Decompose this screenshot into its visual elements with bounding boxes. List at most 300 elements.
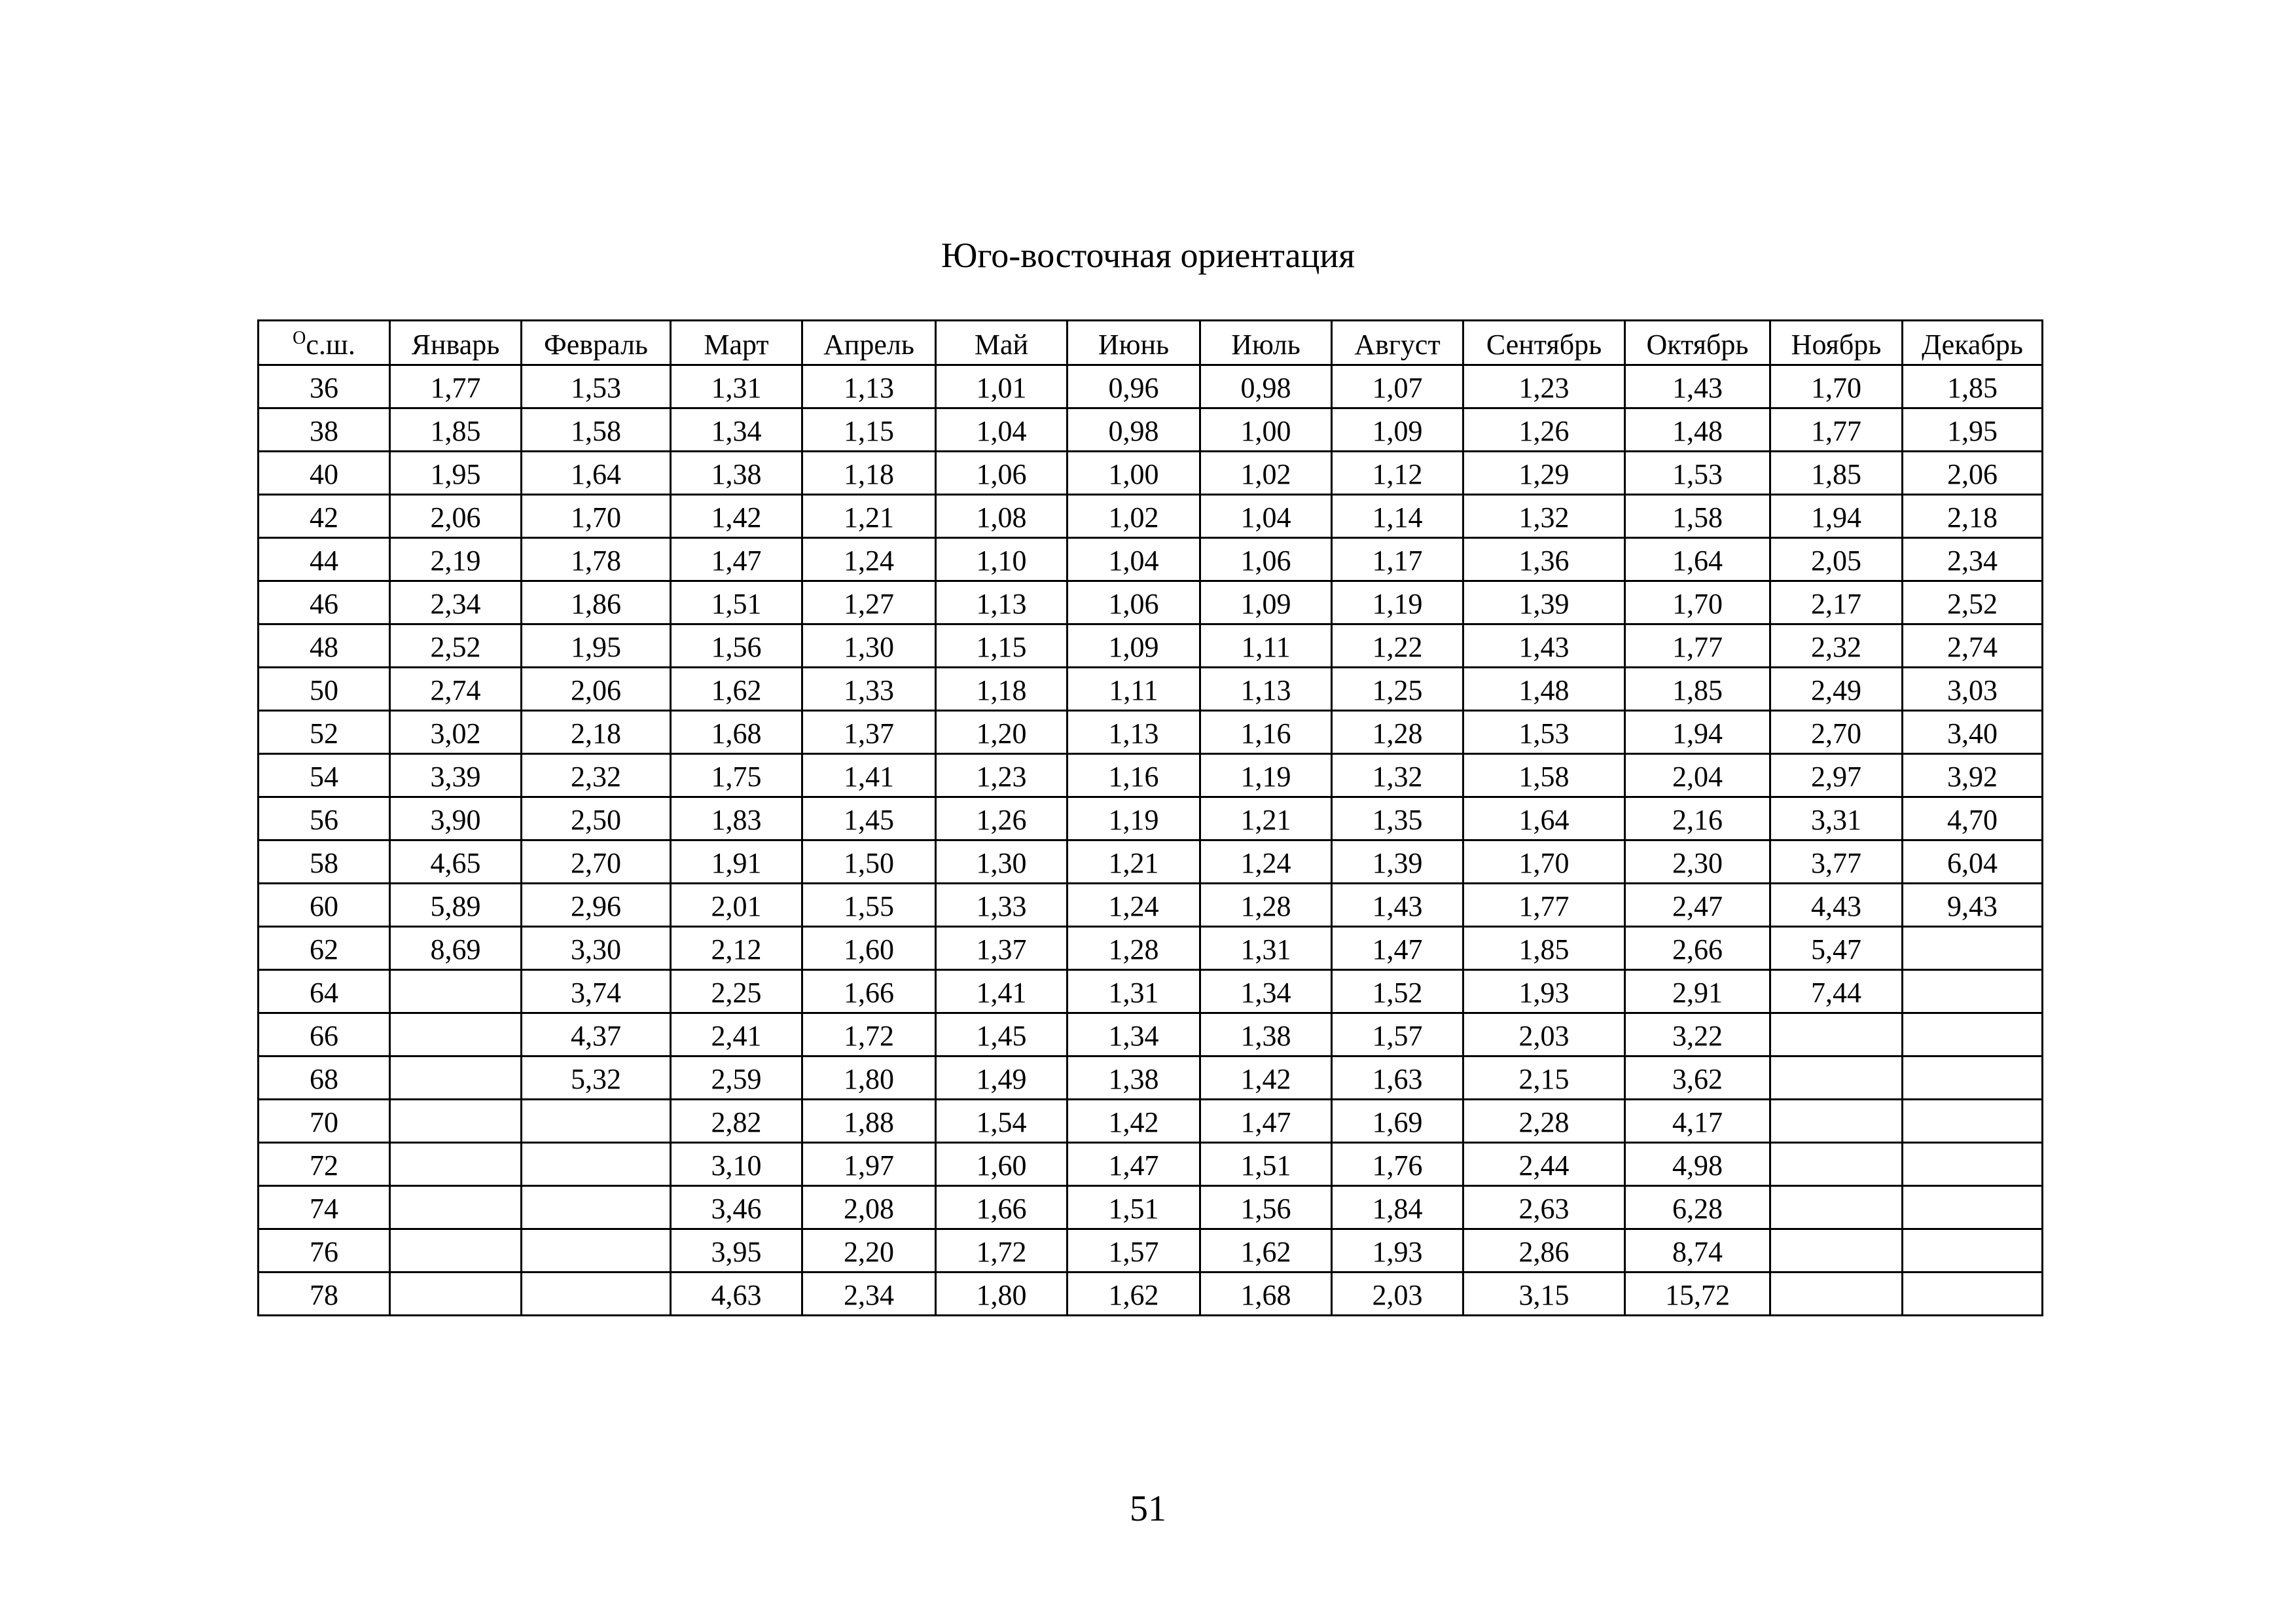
value-cell: 2,15 bbox=[1463, 1056, 1625, 1100]
value-cell: 1,12 bbox=[1332, 452, 1463, 495]
value-cell bbox=[390, 1229, 522, 1272]
value-cell: 3,02 bbox=[390, 711, 522, 754]
latitude-cell: 70 bbox=[259, 1100, 390, 1143]
value-cell: 4,17 bbox=[1625, 1100, 1770, 1143]
value-cell: 1,41 bbox=[802, 754, 936, 797]
header-row bbox=[259, 321, 2043, 365]
value-cell: 2,50 bbox=[522, 797, 671, 840]
value-cell: 1,45 bbox=[802, 797, 936, 840]
value-cell: 2,66 bbox=[1625, 927, 1770, 970]
value-cell: 3,92 bbox=[1903, 754, 2043, 797]
value-cell bbox=[1903, 1013, 2043, 1056]
value-cell: 5,32 bbox=[522, 1056, 671, 1100]
value-cell: 1,50 bbox=[802, 840, 936, 884]
value-cell: 1,91 bbox=[671, 840, 802, 884]
value-cell: 1,07 bbox=[1332, 365, 1463, 408]
value-cell: 1,66 bbox=[802, 970, 936, 1013]
header-cell-month: Февраль bbox=[522, 321, 671, 365]
value-cell: 1,69 bbox=[1332, 1100, 1463, 1143]
value-cell: 2,74 bbox=[390, 668, 522, 711]
value-cell: 1,38 bbox=[671, 452, 802, 495]
value-cell: 2,49 bbox=[1770, 668, 1903, 711]
value-cell: 1,33 bbox=[802, 668, 936, 711]
value-cell: 1,38 bbox=[1067, 1056, 1200, 1100]
value-cell: 2,70 bbox=[1770, 711, 1903, 754]
header-cell-month: Декабрь bbox=[1903, 321, 2043, 365]
table-row bbox=[259, 452, 2043, 495]
value-cell: 2,82 bbox=[671, 1100, 802, 1143]
value-cell: 3,95 bbox=[671, 1229, 802, 1272]
value-cell: 1,48 bbox=[1625, 408, 1770, 452]
value-cell: 1,26 bbox=[936, 797, 1067, 840]
value-cell: 2,18 bbox=[1903, 495, 2043, 538]
value-cell: 2,06 bbox=[522, 668, 671, 711]
table-row bbox=[259, 1056, 2043, 1100]
value-cell: 2,16 bbox=[1625, 797, 1770, 840]
value-cell: 2,34 bbox=[1903, 538, 2043, 581]
latitude-cell: 52 bbox=[259, 711, 390, 754]
value-cell: 0,96 bbox=[1067, 365, 1200, 408]
value-cell: 1,85 bbox=[1625, 668, 1770, 711]
value-cell: 1,43 bbox=[1332, 884, 1463, 927]
value-cell: 1,70 bbox=[1770, 365, 1903, 408]
latitude-cell: 74 bbox=[259, 1186, 390, 1229]
value-cell: 1,37 bbox=[802, 711, 936, 754]
value-cell: 1,27 bbox=[802, 581, 936, 624]
value-cell: 2,74 bbox=[1903, 624, 2043, 668]
value-cell bbox=[390, 1100, 522, 1143]
value-cell bbox=[1770, 1100, 1903, 1143]
value-cell: 1,18 bbox=[936, 668, 1067, 711]
value-cell bbox=[390, 1272, 522, 1316]
latitude-cell: 76 bbox=[259, 1229, 390, 1272]
data-table bbox=[257, 319, 2043, 1316]
value-cell: 1,06 bbox=[936, 452, 1067, 495]
value-cell: 1,51 bbox=[1200, 1143, 1332, 1186]
value-cell: 1,15 bbox=[802, 408, 936, 452]
value-cell: 1,53 bbox=[522, 365, 671, 408]
value-cell: 1,72 bbox=[802, 1013, 936, 1056]
value-cell: 1,47 bbox=[1332, 927, 1463, 970]
value-cell: 0,98 bbox=[1200, 365, 1332, 408]
value-cell: 2,18 bbox=[522, 711, 671, 754]
value-cell: 3,62 bbox=[1625, 1056, 1770, 1100]
value-cell: 1,64 bbox=[1463, 797, 1625, 840]
table-body bbox=[259, 365, 2043, 1316]
value-cell: 1,28 bbox=[1332, 711, 1463, 754]
table-row bbox=[259, 1143, 2043, 1186]
value-cell: 2,04 bbox=[1625, 754, 1770, 797]
value-cell: 1,11 bbox=[1200, 624, 1332, 668]
value-cell: 2,28 bbox=[1463, 1100, 1625, 1143]
table-row bbox=[259, 365, 2043, 408]
value-cell: 1,57 bbox=[1067, 1229, 1200, 1272]
value-cell: 1,93 bbox=[1332, 1229, 1463, 1272]
value-cell: 2,86 bbox=[1463, 1229, 1625, 1272]
value-cell bbox=[1903, 1186, 2043, 1229]
value-cell: 3,22 bbox=[1625, 1013, 1770, 1056]
value-cell: 1,70 bbox=[1625, 581, 1770, 624]
value-cell: 2,34 bbox=[390, 581, 522, 624]
value-cell: 1,63 bbox=[1332, 1056, 1463, 1100]
value-cell: 6,04 bbox=[1903, 840, 2043, 884]
value-cell: 1,24 bbox=[1200, 840, 1332, 884]
value-cell: 1,35 bbox=[1332, 797, 1463, 840]
value-cell: 1,56 bbox=[1200, 1186, 1332, 1229]
value-cell: 1,80 bbox=[936, 1272, 1067, 1316]
value-cell: 1,64 bbox=[522, 452, 671, 495]
value-cell: 5,89 bbox=[390, 884, 522, 927]
table-row bbox=[259, 668, 2043, 711]
value-cell: 2,08 bbox=[802, 1186, 936, 1229]
table-row bbox=[259, 840, 2043, 884]
table-row bbox=[259, 495, 2043, 538]
value-cell: 8,74 bbox=[1625, 1229, 1770, 1272]
table-row bbox=[259, 1013, 2043, 1056]
value-cell: 5,47 bbox=[1770, 927, 1903, 970]
value-cell: 1,13 bbox=[802, 365, 936, 408]
value-cell bbox=[390, 1013, 522, 1056]
value-cell: 2,06 bbox=[390, 495, 522, 538]
value-cell: 3,15 bbox=[1463, 1272, 1625, 1316]
value-cell bbox=[1903, 1229, 2043, 1272]
value-cell: 1,28 bbox=[1200, 884, 1332, 927]
value-cell: 1,38 bbox=[1200, 1013, 1332, 1056]
value-cell: 4,70 bbox=[1903, 797, 2043, 840]
value-cell: 1,62 bbox=[1067, 1272, 1200, 1316]
value-cell: 1,31 bbox=[1200, 927, 1332, 970]
value-cell: 1,48 bbox=[1463, 668, 1625, 711]
latitude-cell: 54 bbox=[259, 754, 390, 797]
value-cell bbox=[522, 1100, 671, 1143]
value-cell: 1,08 bbox=[936, 495, 1067, 538]
value-cell: 1,93 bbox=[1463, 970, 1625, 1013]
value-cell: 1,19 bbox=[1067, 797, 1200, 840]
value-cell: 1,16 bbox=[1200, 711, 1332, 754]
header-cell-month: Март bbox=[671, 321, 802, 365]
value-cell: 1,18 bbox=[802, 452, 936, 495]
table-row bbox=[259, 1100, 2043, 1143]
value-cell: 1,47 bbox=[1200, 1100, 1332, 1143]
value-cell: 2,70 bbox=[522, 840, 671, 884]
value-cell: 8,69 bbox=[390, 927, 522, 970]
value-cell: 1,31 bbox=[1067, 970, 1200, 1013]
value-cell: 2,47 bbox=[1625, 884, 1770, 927]
value-cell: 1,23 bbox=[936, 754, 1067, 797]
table-row bbox=[259, 711, 2043, 754]
value-cell: 1,02 bbox=[1200, 452, 1332, 495]
value-cell: 1,37 bbox=[936, 927, 1067, 970]
value-cell: 0,98 bbox=[1067, 408, 1200, 452]
value-cell: 1,72 bbox=[936, 1229, 1067, 1272]
table-row bbox=[259, 538, 2043, 581]
value-cell: 1,62 bbox=[671, 668, 802, 711]
value-cell: 2,30 bbox=[1625, 840, 1770, 884]
value-cell: 1,39 bbox=[1463, 581, 1625, 624]
value-cell bbox=[522, 1272, 671, 1316]
table-row bbox=[259, 624, 2043, 668]
latitude-cell: 46 bbox=[259, 581, 390, 624]
value-cell bbox=[1903, 970, 2043, 1013]
value-cell: 3,30 bbox=[522, 927, 671, 970]
value-cell: 1,70 bbox=[1463, 840, 1625, 884]
value-cell: 1,13 bbox=[1067, 711, 1200, 754]
value-cell: 6,28 bbox=[1625, 1186, 1770, 1229]
value-cell: 2,41 bbox=[671, 1013, 802, 1056]
value-cell: 2,96 bbox=[522, 884, 671, 927]
header-cell-month: Июль bbox=[1200, 321, 1332, 365]
value-cell: 1,20 bbox=[936, 711, 1067, 754]
header-cell-month: Август bbox=[1332, 321, 1463, 365]
value-cell: 1,39 bbox=[1332, 840, 1463, 884]
latitude-cell: 48 bbox=[259, 624, 390, 668]
value-cell: 1,00 bbox=[1067, 452, 1200, 495]
table-row bbox=[259, 1186, 2043, 1229]
value-cell bbox=[1903, 1056, 2043, 1100]
value-cell: 1,06 bbox=[1067, 581, 1200, 624]
page-title: Юго-восточная ориентация bbox=[941, 236, 1355, 275]
latitude-cell: 60 bbox=[259, 884, 390, 927]
value-cell: 4,65 bbox=[390, 840, 522, 884]
value-cell: 1,25 bbox=[1332, 668, 1463, 711]
value-cell: 1,70 bbox=[522, 495, 671, 538]
value-cell: 1,47 bbox=[671, 538, 802, 581]
header-cell-month: Май bbox=[936, 321, 1067, 365]
value-cell bbox=[522, 1229, 671, 1272]
table-row bbox=[259, 927, 2043, 970]
value-cell: 1,88 bbox=[802, 1100, 936, 1143]
value-cell: 3,77 bbox=[1770, 840, 1903, 884]
header-cell-month: Октябрь bbox=[1625, 321, 1770, 365]
value-cell: 2,20 bbox=[802, 1229, 936, 1272]
latitude-cell: 72 bbox=[259, 1143, 390, 1186]
value-cell: 1,85 bbox=[1463, 927, 1625, 970]
value-cell: 1,95 bbox=[1903, 408, 2043, 452]
value-cell: 3,46 bbox=[671, 1186, 802, 1229]
value-cell: 1,49 bbox=[936, 1056, 1067, 1100]
value-cell: 2,19 bbox=[390, 538, 522, 581]
value-cell: 1,78 bbox=[522, 538, 671, 581]
value-cell: 1,85 bbox=[390, 408, 522, 452]
value-cell: 1,51 bbox=[1067, 1186, 1200, 1229]
value-cell: 1,77 bbox=[1625, 624, 1770, 668]
value-cell: 1,84 bbox=[1332, 1186, 1463, 1229]
value-cell: 1,68 bbox=[1200, 1272, 1332, 1316]
latitude-cell: 68 bbox=[259, 1056, 390, 1100]
value-cell: 4,43 bbox=[1770, 884, 1903, 927]
value-cell bbox=[1770, 1272, 1903, 1316]
value-cell: 7,44 bbox=[1770, 970, 1903, 1013]
value-cell: 2,63 bbox=[1463, 1186, 1625, 1229]
value-cell: 1,24 bbox=[802, 538, 936, 581]
value-cell: 3,74 bbox=[522, 970, 671, 1013]
value-cell: 1,76 bbox=[1332, 1143, 1463, 1186]
latitude-cell: 56 bbox=[259, 797, 390, 840]
value-cell: 1,31 bbox=[671, 365, 802, 408]
value-cell: 3,40 bbox=[1903, 711, 2043, 754]
value-cell: 2,59 bbox=[671, 1056, 802, 1100]
value-cell: 1,19 bbox=[1200, 754, 1332, 797]
value-cell: 1,42 bbox=[1200, 1056, 1332, 1100]
value-cell: 1,86 bbox=[522, 581, 671, 624]
value-cell: 1,01 bbox=[936, 365, 1067, 408]
value-cell: 1,09 bbox=[1067, 624, 1200, 668]
value-cell: 1,80 bbox=[802, 1056, 936, 1100]
value-cell: 1,02 bbox=[1067, 495, 1200, 538]
latitude-cell: 42 bbox=[259, 495, 390, 538]
value-cell: 1,13 bbox=[936, 581, 1067, 624]
header-cell-month: Апрель bbox=[802, 321, 936, 365]
value-cell: 3,90 bbox=[390, 797, 522, 840]
value-cell bbox=[1903, 1272, 2043, 1316]
value-cell: 2,32 bbox=[522, 754, 671, 797]
value-cell: 1,83 bbox=[671, 797, 802, 840]
value-cell: 3,10 bbox=[671, 1143, 802, 1186]
value-cell: 2,17 bbox=[1770, 581, 1903, 624]
value-cell bbox=[1903, 1143, 2043, 1186]
value-cell: 1,60 bbox=[802, 927, 936, 970]
value-cell: 1,11 bbox=[1067, 668, 1200, 711]
value-cell: 1,32 bbox=[1463, 495, 1625, 538]
value-cell: 1,21 bbox=[1067, 840, 1200, 884]
value-cell: 1,68 bbox=[671, 711, 802, 754]
value-cell: 2,05 bbox=[1770, 538, 1903, 581]
value-cell bbox=[390, 1143, 522, 1186]
value-cell: 1,85 bbox=[1770, 452, 1903, 495]
value-cell: 1,04 bbox=[1200, 495, 1332, 538]
value-cell: 1,34 bbox=[1067, 1013, 1200, 1056]
value-cell: 2,06 bbox=[1903, 452, 2043, 495]
value-cell: 2,44 bbox=[1463, 1143, 1625, 1186]
value-cell: 1,17 bbox=[1332, 538, 1463, 581]
value-cell: 1,21 bbox=[802, 495, 936, 538]
value-cell: 1,94 bbox=[1770, 495, 1903, 538]
value-cell: 3,31 bbox=[1770, 797, 1903, 840]
latitude-cell: 66 bbox=[259, 1013, 390, 1056]
value-cell: 1,04 bbox=[1067, 538, 1200, 581]
value-cell: 1,47 bbox=[1067, 1143, 1200, 1186]
latitude-unit: с.ш. bbox=[306, 328, 355, 361]
table-row bbox=[259, 581, 2043, 624]
value-cell bbox=[1770, 1013, 1903, 1056]
value-cell: 2,01 bbox=[671, 884, 802, 927]
value-cell: 1,77 bbox=[1463, 884, 1625, 927]
value-cell: 1,29 bbox=[1463, 452, 1625, 495]
value-cell: 1,21 bbox=[1200, 797, 1332, 840]
value-cell bbox=[1770, 1056, 1903, 1100]
value-cell: 1,58 bbox=[1625, 495, 1770, 538]
value-cell: 1,00 bbox=[1200, 408, 1332, 452]
value-cell: 1,85 bbox=[1903, 365, 2043, 408]
value-cell bbox=[390, 970, 522, 1013]
header-cell-month: Сентябрь bbox=[1463, 321, 1625, 365]
value-cell bbox=[390, 1056, 522, 1100]
value-cell: 2,25 bbox=[671, 970, 802, 1013]
latitude-cell: 50 bbox=[259, 668, 390, 711]
value-cell: 1,42 bbox=[671, 495, 802, 538]
latitude-cell: 62 bbox=[259, 927, 390, 970]
value-cell: 1,23 bbox=[1463, 365, 1625, 408]
value-cell: 1,15 bbox=[936, 624, 1067, 668]
value-cell: 3,39 bbox=[390, 754, 522, 797]
value-cell: 1,58 bbox=[1463, 754, 1625, 797]
value-cell: 1,30 bbox=[802, 624, 936, 668]
latitude-cell: 36 bbox=[259, 365, 390, 408]
table-row bbox=[259, 797, 2043, 840]
value-cell: 1,58 bbox=[522, 408, 671, 452]
value-cell: 1,51 bbox=[671, 581, 802, 624]
value-cell: 1,04 bbox=[936, 408, 1067, 452]
value-cell: 2,97 bbox=[1770, 754, 1903, 797]
value-cell: 1,94 bbox=[1625, 711, 1770, 754]
value-cell: 3,03 bbox=[1903, 668, 2043, 711]
value-cell: 1,43 bbox=[1463, 624, 1625, 668]
value-cell: 1,22 bbox=[1332, 624, 1463, 668]
value-cell bbox=[390, 1186, 522, 1229]
value-cell: 1,36 bbox=[1463, 538, 1625, 581]
table-row bbox=[259, 408, 2043, 452]
value-cell bbox=[1903, 927, 2043, 970]
value-cell: 1,24 bbox=[1067, 884, 1200, 927]
page-number: 51 bbox=[1130, 1489, 1166, 1529]
value-cell: 1,06 bbox=[1200, 538, 1332, 581]
value-cell: 1,77 bbox=[390, 365, 522, 408]
value-cell bbox=[1903, 1100, 2043, 1143]
value-cell: 1,33 bbox=[936, 884, 1067, 927]
value-cell: 1,60 bbox=[936, 1143, 1067, 1186]
latitude-cell: 40 bbox=[259, 452, 390, 495]
value-cell: 1,30 bbox=[936, 840, 1067, 884]
value-cell: 1,56 bbox=[671, 624, 802, 668]
latitude-cell: 44 bbox=[259, 538, 390, 581]
value-cell bbox=[522, 1143, 671, 1186]
value-cell: 4,63 bbox=[671, 1272, 802, 1316]
latitude-cell: 58 bbox=[259, 840, 390, 884]
value-cell bbox=[522, 1186, 671, 1229]
value-cell: 1,64 bbox=[1625, 538, 1770, 581]
value-cell: 1,32 bbox=[1332, 754, 1463, 797]
value-cell: 15,72 bbox=[1625, 1272, 1770, 1316]
value-cell: 1,45 bbox=[936, 1013, 1067, 1056]
header-cell-month: Июнь bbox=[1067, 321, 1200, 365]
header-cell-month: Январь bbox=[390, 321, 522, 365]
latitude-cell: 64 bbox=[259, 970, 390, 1013]
value-cell: 1,14 bbox=[1332, 495, 1463, 538]
value-cell: 1,09 bbox=[1200, 581, 1332, 624]
value-cell bbox=[1770, 1186, 1903, 1229]
value-cell: 1,28 bbox=[1067, 927, 1200, 970]
value-cell: 1,43 bbox=[1625, 365, 1770, 408]
value-cell: 1,54 bbox=[936, 1100, 1067, 1143]
value-cell: 1,53 bbox=[1625, 452, 1770, 495]
degree-mark: O bbox=[293, 327, 306, 348]
value-cell: 2,52 bbox=[390, 624, 522, 668]
value-cell: 2,34 bbox=[802, 1272, 936, 1316]
value-cell: 1,62 bbox=[1200, 1229, 1332, 1272]
value-cell: 1,26 bbox=[1463, 408, 1625, 452]
table-row bbox=[259, 1272, 2043, 1316]
header-cell-month: Ноябрь bbox=[1770, 321, 1903, 365]
value-cell: 1,57 bbox=[1332, 1013, 1463, 1056]
value-cell: 1,34 bbox=[1200, 970, 1332, 1013]
value-cell: 2,03 bbox=[1332, 1272, 1463, 1316]
value-cell: 1,16 bbox=[1067, 754, 1200, 797]
value-cell: 2,03 bbox=[1463, 1013, 1625, 1056]
value-cell: 1,53 bbox=[1463, 711, 1625, 754]
value-cell: 2,32 bbox=[1770, 624, 1903, 668]
header-cell-latitude bbox=[259, 321, 390, 365]
value-cell: 1,75 bbox=[671, 754, 802, 797]
